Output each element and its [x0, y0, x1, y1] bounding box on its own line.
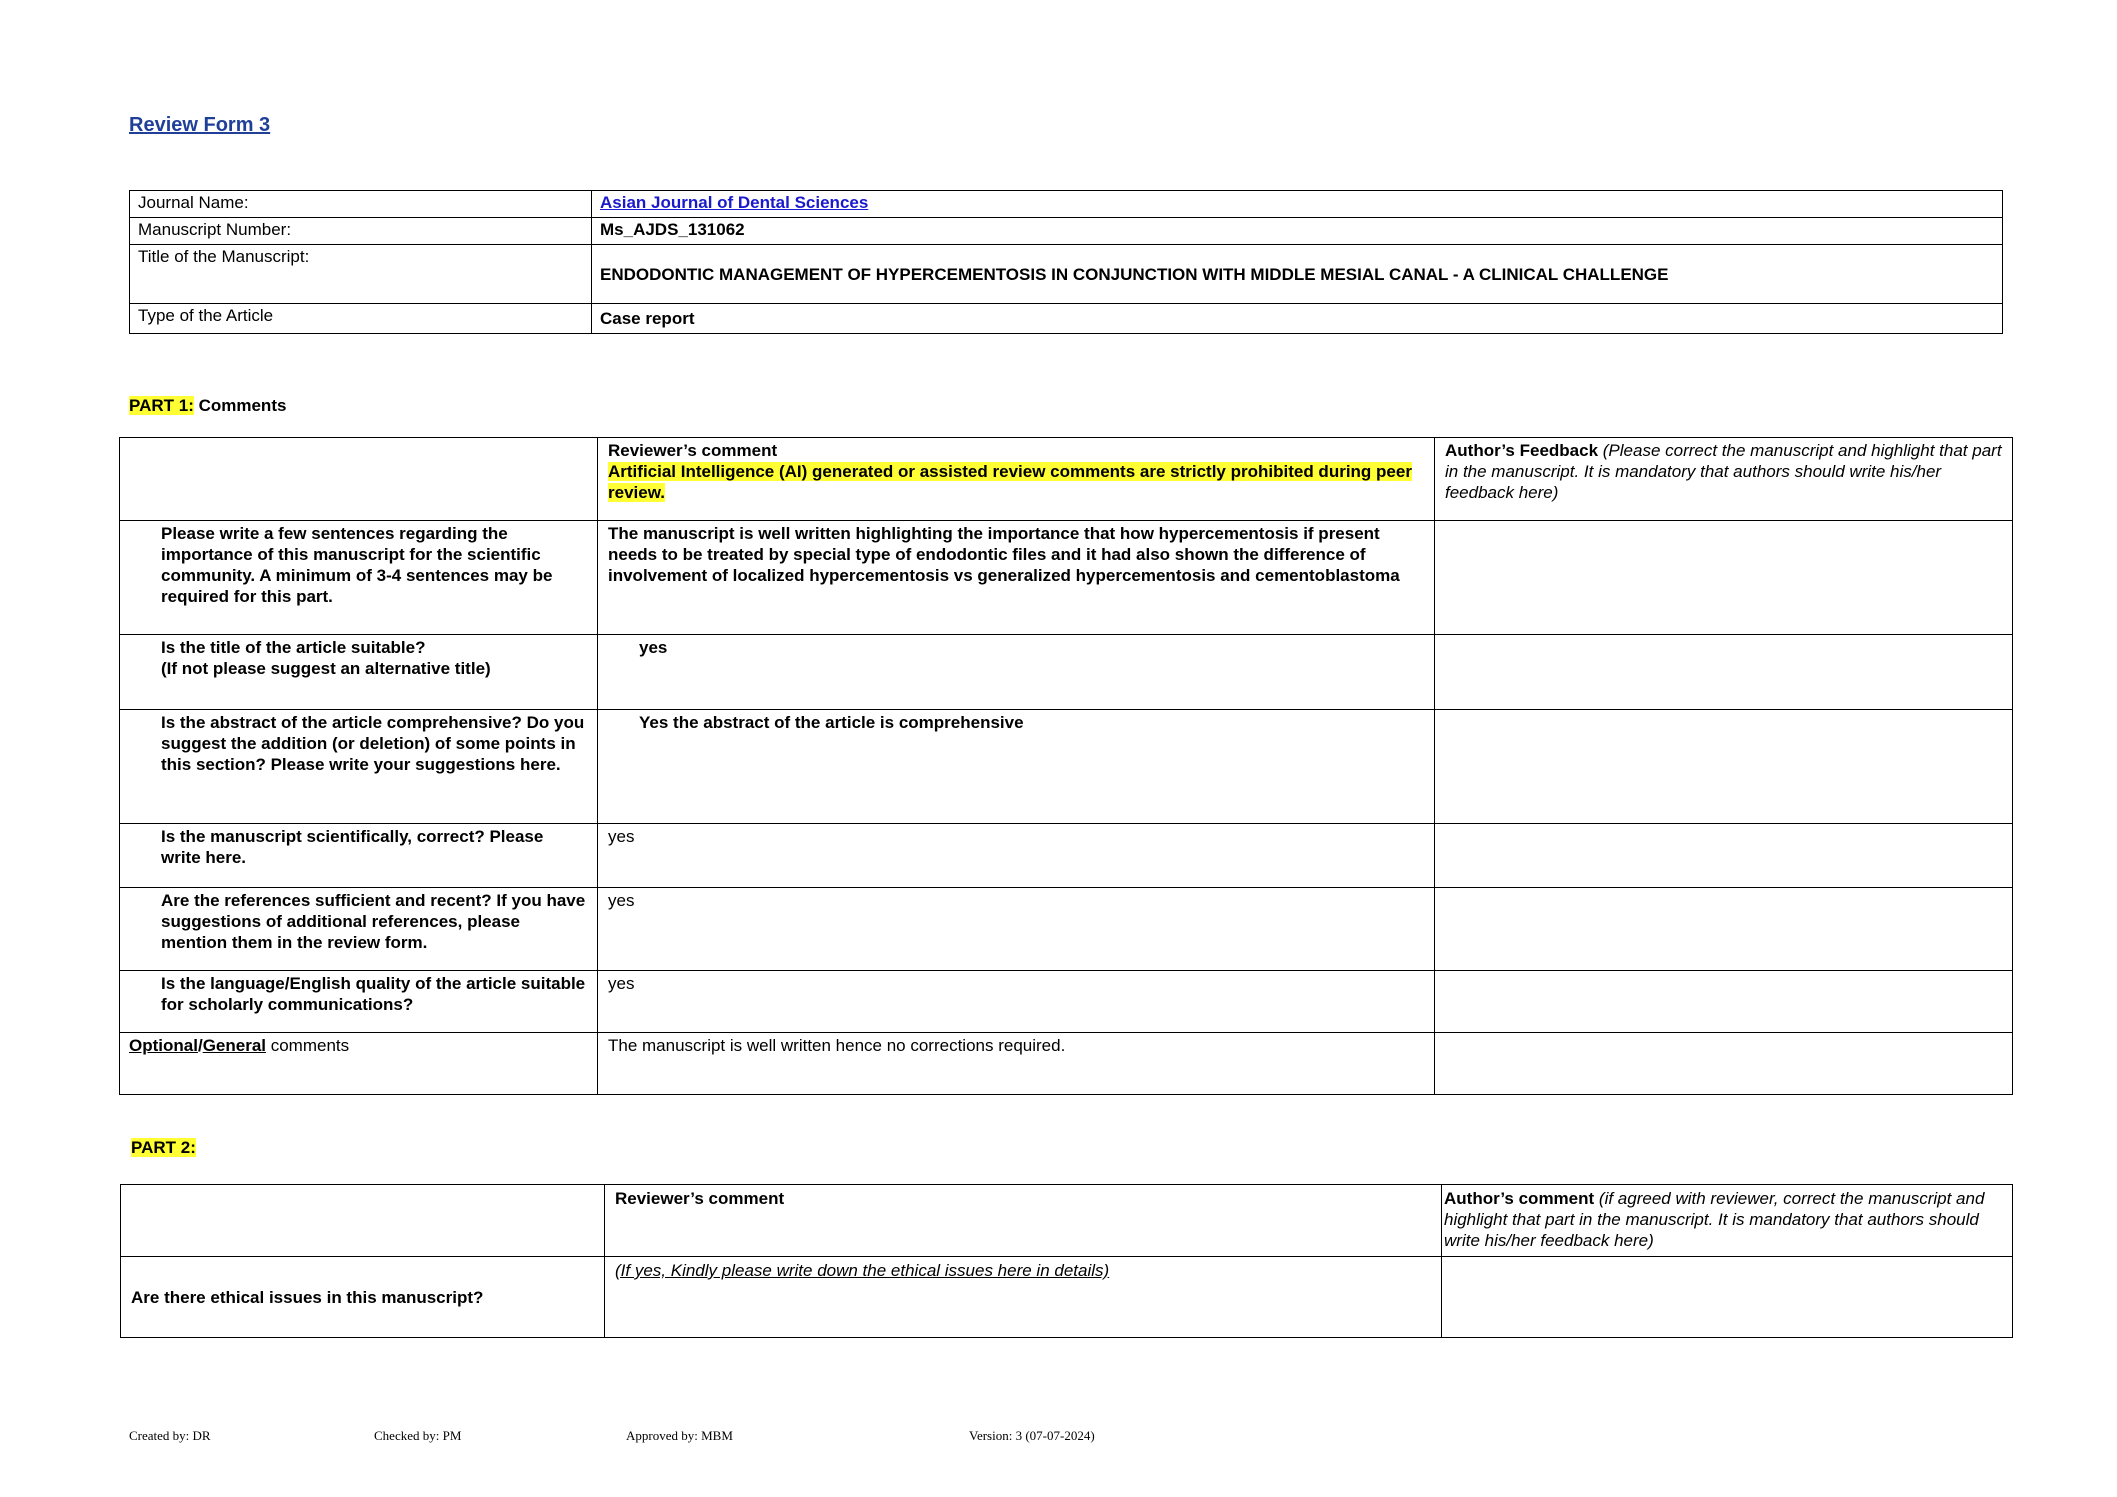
article-type-value: Case report — [592, 304, 2003, 334]
question-abstract: Is the abstract of the article comprehensive? Do you suggest the addition (or deletion) of some points in this section? Please write your suggestions here. — [120, 710, 598, 824]
optional-comments-row — [120, 1033, 2013, 1095]
part2-ethics-table — [120, 1184, 2013, 1338]
part1-header-reviewer — [598, 438, 1435, 521]
part2-heading-label: PART 2: — [131, 1138, 196, 1157]
answer-title[interactable]: yes — [598, 635, 1435, 710]
answer-references[interactable]: yes — [598, 888, 1435, 971]
table-row — [120, 521, 2013, 635]
manuscript-title-value: ENDODONTIC MANAGEMENT OF HYPERCEMENTOSIS IN CONJUNCTION WITH MIDDLE MESIAL CANAL - A CLINICAL CHALLENGE — [592, 245, 2003, 304]
question-importance: Please write a few sentences regarding the importance of this manuscript for the scientific community. A minimum of 3-4 sentences may be required for this part. — [120, 521, 598, 635]
optional-label-a: Optional — [129, 1036, 198, 1055]
manuscript-number-row — [130, 218, 2003, 245]
part1-header-row — [120, 438, 2013, 521]
part1-heading — [129, 396, 286, 416]
footer-checked: Checked by: PM — [374, 1428, 462, 1443]
footer-created: Created by: DR — [129, 1428, 211, 1443]
optional-comments-feedback[interactable] — [1435, 1033, 2013, 1095]
feedback-language[interactable] — [1435, 971, 2013, 1033]
form-title: Review Form 3 — [129, 114, 271, 136]
author-comment-instructions: (if agreed with reviewer, correct the manuscript and highlight that part in the manuscript. It is mandatory that authors should write his/her feedback here) — [1444, 1189, 1985, 1250]
article-type-label: Type of the Article — [130, 304, 592, 334]
article-type-row — [130, 304, 2003, 334]
answer-language[interactable]: yes — [598, 971, 1435, 1033]
manuscript-info-table — [129, 190, 2003, 334]
manuscript-title-row — [130, 245, 2003, 304]
feedback-title[interactable] — [1435, 635, 2013, 710]
part1-heading-rest: Comments — [193, 396, 287, 415]
journal-row — [130, 191, 2003, 218]
journal-link[interactable]: Asian Journal of Dental Sciences — [600, 193, 869, 212]
journal-value-cell — [592, 191, 2003, 218]
table-row — [120, 710, 2013, 824]
author-comment-header: Author’s comment — [1444, 1189, 1595, 1208]
part2-heading — [131, 1138, 196, 1158]
feedback-references[interactable] — [1435, 888, 2013, 971]
optional-label-b: General — [202, 1036, 266, 1055]
question-title: Is the title of the article suitable? (If not please suggest an alternative title) — [120, 635, 598, 710]
table-row — [120, 824, 2013, 888]
question-scientific: Is the manuscript scientifically, correct? Please write here. — [120, 824, 598, 888]
answer-importance[interactable]: The manuscript is well written highlighting the importance that how hypercementosis if present needs to be treated by special type of endodontic files and it had also shown the difference of involvement of localized hypercementosis vs generalized hypercementosis and cementoblastoma — [598, 521, 1435, 635]
ethical-issues-answer[interactable] — [605, 1257, 1442, 1338]
feedback-importance[interactable] — [1435, 521, 2013, 635]
manuscript-number-value: Ms_AJDS_131062 — [592, 218, 2003, 245]
answer-abstract[interactable]: Yes the abstract of the article is comprehensive — [598, 710, 1435, 824]
footer-version: Version: 3 (07-07-2024) — [969, 1428, 1095, 1443]
ethical-issues-row — [121, 1257, 2013, 1338]
feedback-abstract[interactable] — [1435, 710, 2013, 824]
optional-comments-label — [120, 1033, 598, 1095]
question-language: Is the language/English quality of the article suitable for scholarly communications? — [120, 971, 598, 1033]
part1-header-author — [1435, 438, 2013, 521]
table-row — [120, 888, 2013, 971]
optional-label-rest: comments — [266, 1036, 350, 1055]
journal-label: Journal Name: — [130, 191, 592, 218]
part2-header-author — [1442, 1185, 2013, 1257]
part2-header-row — [121, 1185, 2013, 1257]
question-references: Are the references sufficient and recent? If you have suggestions of additional references, please mention them in the review form. — [120, 888, 598, 971]
ethical-issues-author-comment[interactable] — [1442, 1257, 2013, 1338]
part1-comments-table — [119, 437, 2013, 1095]
part2-header-empty — [121, 1185, 605, 1257]
author-feedback-instructions: (Please correct the manuscript and highlight that part in the manuscript. It is mandatory that authors should write his/her feedback here) — [1445, 441, 2002, 502]
part1-heading-label: PART 1: — [129, 396, 194, 415]
part2-header-reviewer: Reviewer’s comment — [605, 1185, 1442, 1257]
optional-comments-answer[interactable]: The manuscript is well written hence no corrections required. — [598, 1033, 1435, 1095]
ethical-issues-hint: (If yes, Kindly please write down the ethical issues here in details) — [615, 1261, 1110, 1280]
feedback-scientific[interactable] — [1435, 824, 2013, 888]
footer-approved: Approved by: MBM — [626, 1428, 733, 1443]
table-row — [120, 635, 2013, 710]
part1-header-empty — [120, 438, 598, 521]
manuscript-title-label: Title of the Manuscript: — [130, 245, 592, 304]
table-row — [120, 971, 2013, 1033]
optional-label-slash: / — [197, 1036, 203, 1055]
ai-warning: Artificial Intelligence (AI) generated or assisted review comments are strictly prohibited during peer review. — [608, 462, 1412, 502]
reviewer-comment-header: Reviewer’s comment — [608, 441, 778, 460]
author-feedback-header: Author’s Feedback — [1445, 441, 1599, 460]
manuscript-number-label: Manuscript Number: — [130, 218, 592, 245]
answer-scientific[interactable]: yes — [598, 824, 1435, 888]
ethical-issues-question: Are there ethical issues in this manuscript? — [121, 1257, 605, 1338]
